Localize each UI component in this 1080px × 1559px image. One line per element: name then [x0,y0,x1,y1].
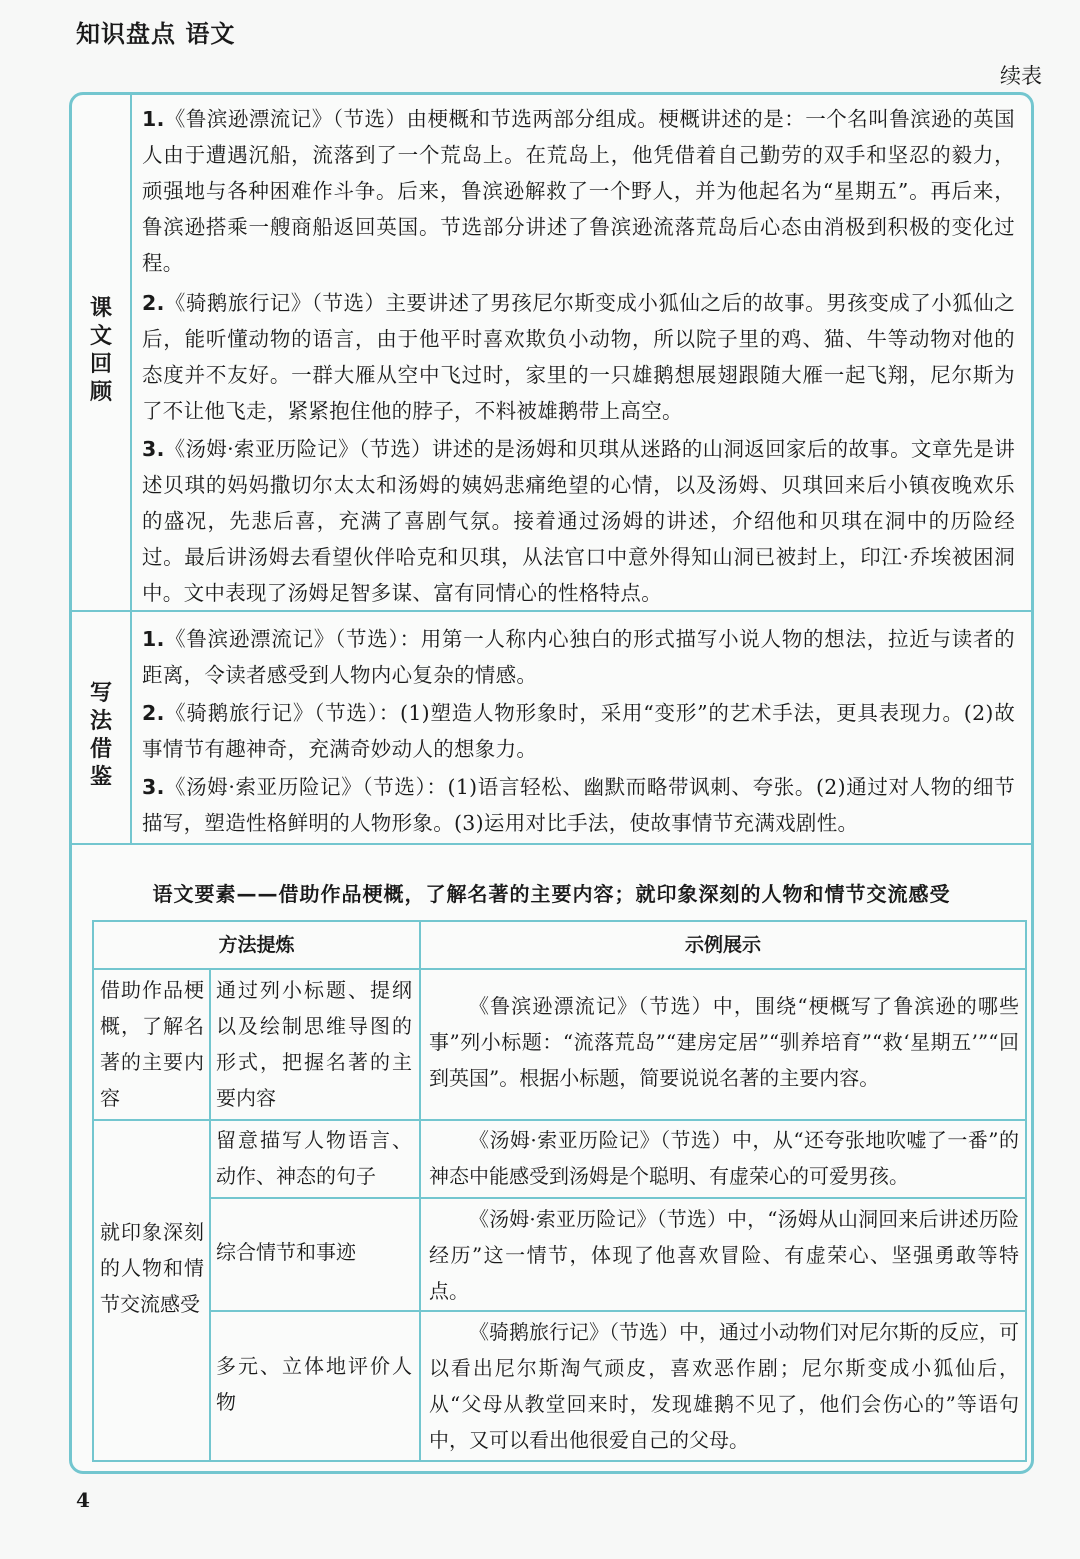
table-method-cell: 多元、立体地评价人物 [216,1354,412,1414]
writing-item-1: 1.《鲁滨逊漂流记》（节选）：用第一人称内心独白的形式描写小说人物的想法，拉近与读者的距离，令读者感受到人物内心复杂的情感。 [142,627,1015,687]
table-example-cell: 《鲁滨逊漂流记》（节选）中，围绕“梗概写了鲁滨逊的哪些事”列小标题：“流落荒岛”“建房定居”“驯养培育”“救‘星期五’”“回到英国”。根据小标题，简要说说名著的主要内容。 [429,994,1019,1090]
table-row-divider [209,1197,1025,1199]
section-divider [72,843,1031,845]
table-row-divider [209,1310,1025,1312]
table-method-cell: 通过列小标题、提纲以及绘制思维导图的形式，把握名著的主要内容 [216,978,412,1110]
section-label-review: 课文回顾 [89,296,112,405]
table-row-divider [94,968,1025,970]
page-header-title: 知识盘点 语文 [76,20,236,48]
table-example-cell: 《汤姆·索亚历险记》（节选）中，从“还夸张地吹嘘了一番”的神态中能感受到汤姆是个聪明、有虚荣心的可爱男孩。 [429,1128,1019,1188]
review-item-2: 2.《骑鹅旅行记》（节选）主要讲述了男孩尼尔斯变成小狐仙之后的故事。男孩变成了小狐仙之后，能听懂动物的语言，由于他平时喜欢欺负小动物，所以院子里的鸡、猫、牛等动物对他的态度并不友好。一群大雁从空中飞过时，家里的一只雄鹅想展翅跟随大雁一起飞翔，尼尔斯为了不让他飞走，紧紧抱住他的脖子，不料被雄鹅带上高空。 [142,291,1015,423]
section-label-writing: 写法借鉴 [89,681,112,790]
table-header-method: 方法提炼 [218,934,295,956]
continued-label: 续表 [1000,64,1042,88]
table-example-cell: 《骑鹅旅行记》（节选）中，通过小动物们对尼尔斯的反应，可以看出尼尔斯淘气顽皮，喜欢恶作剧；尼尔斯变成小狐仙后，从“父母从教堂回来时，发现雄鹅不见了，他们会伤心的”等语句中，又可以看出他很爱自己的父母。 [429,1320,1019,1452]
table-group-title: 借助作品梗概，了解名著的主要内容 [100,978,204,1110]
table-method-cell: 综合情节和事迹 [216,1240,356,1264]
writing-item-2: 2.《骑鹅旅行记》（节选）：(1)塑造人物形象时，采用“变形”的艺术手法，更具表现力。(2)故事情节有趣神奇，充满奇妙动人的想象力。 [142,701,1015,761]
knowledge-panel [69,92,1034,1474]
review-item-3: 3.《汤姆·索亚历险记》（节选）讲述的是汤姆和贝琪从迷路的山洞返回家后的故事。文章先是讲述贝琪的妈妈撒切尔太太和汤姆的姨妈悲痛绝望的心情，以及汤姆、贝琪回来后小镇夜晚欢乐的盛况，先悲后喜，充满了喜剧气氛。接着通过汤姆的讲述，介绍他和贝琪在洞中的历险经过。最后讲汤姆去看望伙伴哈克和贝琪，从法官口中意外得知山洞已被封上，印江·乔埃被困洞中。文中表现了汤姆足智多谋、富有同情心的性格特点。 [142,437,1015,605]
table-example-cell: 《汤姆·索亚历险记》（节选）中，“汤姆从山洞回来后讲述历险经历”这一情节，体现了他喜欢冒险、有虚荣心、坚强勇敢等特点。 [429,1207,1019,1303]
elements-heading: 语文要素——借助作品梗概，了解名著的主要内容；就印象深刻的人物和情节交流感受 [152,882,951,906]
table-group-title: 就印象深刻的人物和情节交流感受 [100,1220,204,1316]
review-item-1: 1.《鲁滨逊漂流记》（节选）由梗概和节选两部分组成。梗概讲述的是：一个名叫鲁滨逊的英国人由于遭遇沉船，流落到了一个荒岛上。在荒岛上，他凭借着自己勤劳的双手和坚忍的毅力，顽强地与各种困难作斗争。后来，鲁滨逊解救了一个野人，并为他起名为“星期五”。再后来，鲁滨逊搭乘一艘商船返回英国。节选部分讲述了鲁滨逊流落荒岛后心态由消极到积极的变化过程。 [142,107,1015,275]
table-column-divider [419,922,421,1460]
table-column-divider [209,968,211,1460]
writing-item-3: 3.《汤姆·索亚历险记》（节选）：(1)语言轻松、幽默而略带讽刺、夸张。(2)通过对人物的细节描写，塑造性格鲜明的人物形象。(3)运用对比手法，使故事情节充满戏剧性。 [142,775,1015,835]
table-method-cell: 留意描写人物语言、动作、神态的句子 [216,1128,412,1188]
table-header-example: 示例展示 [684,934,761,956]
table-row-divider [94,1119,1025,1121]
method-table [92,920,1027,1462]
page-number: 4 [76,1488,90,1512]
